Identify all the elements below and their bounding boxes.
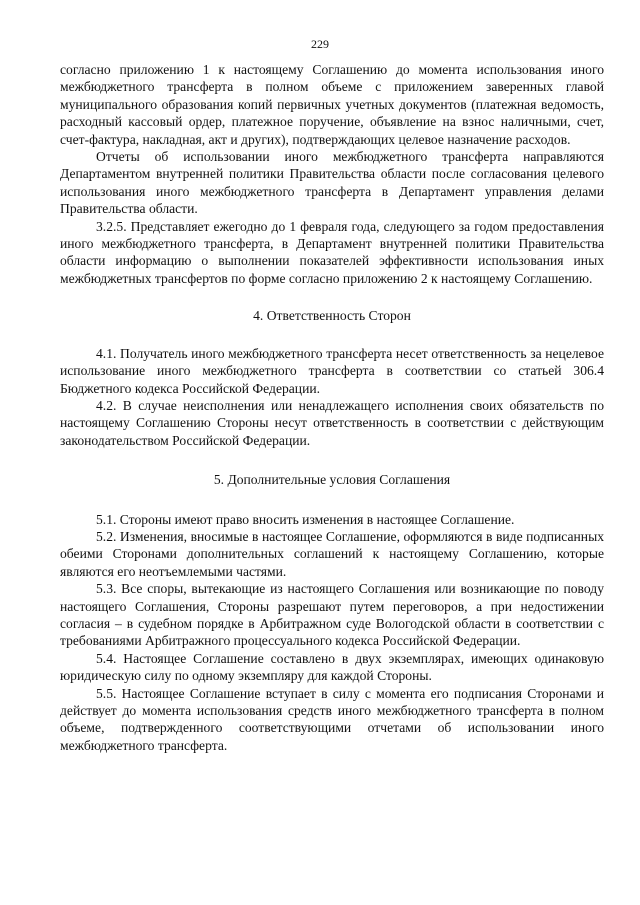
paragraph-5-5: 5.5. Настоящее Соглашение вступает в силу с момента его подписания Сторонами и действует до момента использования средств иного межбюджетного трансферта в полном объеме, подтвержденного соответствующими отчетами об использовании иного межбюджетного трансферта. (60, 685, 604, 753)
paragraph-continuation: согласно приложению 1 к настоящему Соглашению до момента использования иного межбюджетного трансферта в полном объеме с приложением заверенных главой муниципального образования копий первичных учетных документов (платежная ведомость, расходный кассовый ордер, платежное поручение, объявление на взнос наличными, счет, счет-фактура, накладная, акт и других), подтверждающих целевое назначение расходов. (60, 62, 604, 147)
paragraph-3-2-5: 3.2.5. Представляет ежегодно до 1 февраля года, следующего за годом предоставления иного межбюджетного трансферта, в Департамент внутренней политики Правительства области информацию о выполнении показателей эффективности использования иных межбюджетных трансфертов по форме согласно приложению 2 к настоящему Соглашению. (60, 218, 604, 286)
paragraph-4-2: 4.2. В случае неисполнения или ненадлежащего исполнения своих обязательств по настоящему Соглашению Стороны несут ответственность в соответствии с действующим законодательством Российской Федерации. (60, 397, 604, 448)
paragraph-5-2: 5.2. Изменения, вносимые в настоящее Соглашение, оформляются в виде подписанных обеими Сторонами дополнительных соглашений к настоящему Соглашению, которые являются его неотъемлемыми частями. (60, 528, 604, 579)
paragraph-5-1: 5.1. Стороны имеют право вносить изменения в настоящее Соглашение. (96, 511, 515, 527)
page-number: 229 (311, 37, 329, 51)
paragraph-5-3: 5.3. Все споры, вытекающие из настоящего Соглашения или возникающие по поводу настоящего Соглашения, Стороны разрешают путем переговоров, а при недостижении согласия – в судебном порядке в Арбитражном суде Вологодской области в соответствии с требованиями Арбитражного процессуального кодекса Российской Федерации. (60, 581, 604, 649)
paragraph-5-4: 5.4. Настоящее Соглашение составлено в двух экземплярах, имеющих одинаковую юридическую силу по одному экземпляру для каждой Стороны. (60, 650, 604, 684)
paragraph-reports: Отчеты об использовании иного межбюджетного трансферта направляются Департаментом внутренней политики Правительства области после согласования целевого использования иного межбюджетного трансферта в Департамент управления делами Правительства области. (60, 149, 604, 217)
section-heading-additional-terms: 5. Дополнительные условия Соглашения (213, 472, 451, 488)
paragraph-4-1: 4.1. Получатель иного межбюджетного трансферта несет ответственность за нецелевое использование иного межбюджетного трансферта в соответствии со статьей 306.4 Бюджетного кодекса Российской Федерации. (60, 345, 604, 396)
document-body (60, 61, 604, 754)
section-heading-responsibility: 4. Ответственность Сторон (253, 308, 411, 324)
